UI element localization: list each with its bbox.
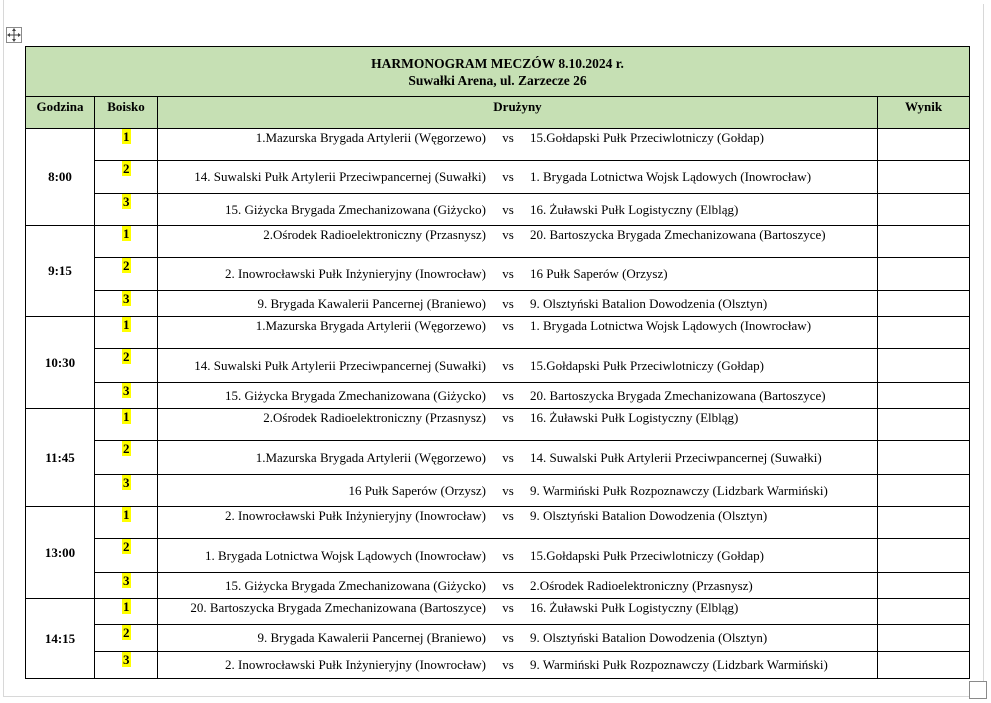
- match-row: [26, 161, 970, 194]
- table-resize-handle-icon[interactable]: [969, 681, 987, 699]
- field-cell[interactable]: [95, 129, 158, 161]
- column-header-row: [26, 97, 970, 129]
- field-cell[interactable]: [95, 258, 158, 291]
- versus-label: vs: [502, 577, 514, 593]
- field-cell[interactable]: [95, 226, 158, 258]
- field-cell[interactable]: [95, 349, 158, 383]
- team-home: 2.Ośrodek Radioelektroniczny (Przasnysz): [263, 410, 486, 425]
- versus-label: vs: [502, 266, 514, 281]
- field-cell[interactable]: [95, 409, 158, 441]
- field-number: 1: [123, 409, 130, 424]
- match-row: [26, 194, 970, 226]
- versus-label: vs: [502, 600, 514, 615]
- team-home: 1.Mazurska Brygada Artylerii (Węgorzewo): [255, 130, 486, 145]
- match-row: [26, 383, 970, 409]
- match-cell[interactable]: [158, 349, 878, 383]
- field-number: 2: [123, 161, 130, 176]
- team-home: 1.Mazurska Brygada Artylerii (Węgorzewo): [255, 449, 486, 465]
- match-cell[interactable]: [158, 383, 878, 409]
- versus-label: vs: [502, 508, 514, 523]
- field-number: 2: [123, 258, 130, 273]
- match-cell[interactable]: [158, 409, 878, 441]
- field-cell[interactable]: [95, 573, 158, 599]
- match-cell[interactable]: [158, 599, 878, 625]
- team-home: 15. Giżycka Brygada Zmechanizowana (Giżycko): [225, 387, 486, 403]
- match-row: [26, 652, 970, 679]
- match-pairing: [158, 227, 877, 243]
- field-number: 3: [123, 652, 130, 667]
- team-home: 14. Suwalski Pułk Artylerii Przeciwpancernej (Suwałki): [194, 357, 486, 373]
- result-cell[interactable]: [878, 226, 970, 258]
- team-home: 9. Brygada Kawalerii Pancernej (Braniewo): [257, 295, 486, 311]
- field-number: 1: [123, 599, 130, 614]
- versus-label: vs: [502, 357, 514, 373]
- field-cell[interactable]: [95, 507, 158, 539]
- match-row: [26, 291, 970, 317]
- versus-label: vs: [502, 630, 514, 645]
- result-cell[interactable]: [878, 539, 970, 573]
- match-cell[interactable]: [158, 652, 878, 679]
- team-away: 9. Warmiński Pułk Rozpoznawczy (Lidzbark Warmiński): [530, 657, 828, 672]
- field-number: 1: [123, 507, 130, 522]
- match-row: [26, 573, 970, 599]
- match-pairing: [158, 450, 877, 466]
- match-schedule-table: [25, 46, 970, 679]
- match-cell[interactable]: [158, 317, 878, 349]
- result-cell[interactable]: [878, 349, 970, 383]
- match-pairing: [158, 508, 877, 524]
- team-away: 16. Żuławski Pułk Logistyczny (Elbląg): [530, 201, 739, 217]
- match-row: [26, 599, 970, 625]
- result-cell[interactable]: [878, 625, 970, 652]
- match-cell[interactable]: [158, 475, 878, 507]
- team-away: 9. Olsztyński Batalion Dowodzenia (Olsztyn): [530, 630, 768, 645]
- team-home: 2.Ośrodek Radioelektroniczny (Przasnysz): [263, 227, 486, 242]
- match-time: 10:30: [44, 354, 76, 370]
- match-cell[interactable]: [158, 441, 878, 475]
- field-number: 1: [123, 129, 130, 144]
- match-pairing: [158, 266, 877, 282]
- field-number: 2: [123, 625, 130, 640]
- team-home: 20. Bartoszycka Brygada Zmechanizowana (Bartoszyce): [190, 600, 486, 615]
- versus-label: vs: [502, 449, 514, 465]
- team-home: 15. Giżycka Brygada Zmechanizowana (Giżycko): [225, 577, 486, 593]
- result-cell[interactable]: [878, 409, 970, 441]
- match-cell[interactable]: [158, 625, 878, 652]
- result-cell[interactable]: [878, 507, 970, 539]
- match-cell[interactable]: [158, 507, 878, 539]
- result-cell[interactable]: [878, 291, 970, 317]
- time-cell[interactable]: [26, 129, 95, 226]
- team-away: 15.Gołdapski Pułk Przeciwlotniczy (Gołdap): [530, 357, 764, 373]
- match-pairing: [158, 600, 877, 616]
- field-cell[interactable]: [95, 475, 158, 507]
- match-time: 8:00: [48, 169, 72, 184]
- field-cell[interactable]: [95, 383, 158, 409]
- field-number: 3: [123, 573, 130, 588]
- match-row: [26, 409, 970, 441]
- time-cell[interactable]: [26, 507, 95, 599]
- team-away: 16. Żuławski Pułk Logistyczny (Elbląg): [530, 600, 739, 615]
- match-time: 14:15: [44, 630, 76, 646]
- match-pairing: [158, 202, 877, 218]
- time-cell[interactable]: [26, 317, 95, 409]
- table-move-handle-icon[interactable]: [6, 27, 22, 43]
- team-home: 1. Brygada Lotnictwa Wojsk Lądowych (Inowrocław): [204, 547, 486, 563]
- field-cell[interactable]: [95, 194, 158, 226]
- result-cell[interactable]: [878, 258, 970, 291]
- team-away: 9. Olsztyński Batalion Dowodzenia (Olsztyn): [530, 295, 768, 311]
- versus-label: vs: [502, 547, 514, 563]
- team-home: 1.Mazurska Brygada Artylerii (Węgorzewo): [255, 318, 486, 333]
- match-row: [26, 625, 970, 652]
- result-cell[interactable]: [878, 383, 970, 409]
- field-cell[interactable]: [95, 161, 158, 194]
- field-cell[interactable]: [95, 317, 158, 349]
- match-pairing: [158, 358, 877, 374]
- team-away: 20. Bartoszycka Brygada Zmechanizowana (Bartoszyce): [530, 387, 826, 403]
- match-cell[interactable]: [158, 226, 878, 258]
- team-home: 16 Pułk Saperów (Orzysz): [348, 482, 486, 498]
- team-home: 2. Inowrocławski Pułk Inżynieryjny (Inowrocław): [224, 508, 486, 523]
- match-row: [26, 317, 970, 349]
- time-cell[interactable]: [26, 226, 95, 317]
- field-cell[interactable]: [95, 599, 158, 625]
- field-number: 2: [123, 349, 130, 364]
- match-row: [26, 507, 970, 539]
- match-row: [26, 129, 970, 161]
- field-number: 3: [123, 291, 130, 306]
- match-cell[interactable]: [158, 129, 878, 161]
- field-number: 1: [123, 317, 130, 332]
- schedule-venue: Suwałki Arena, ul. Zarzecze 26: [408, 72, 587, 88]
- page-edge-right: [983, 4, 984, 684]
- match-pairing: [158, 657, 877, 673]
- versus-label: vs: [502, 227, 514, 242]
- match-pairing: [158, 578, 877, 594]
- match-row: [26, 258, 970, 291]
- field-cell[interactable]: [95, 652, 158, 679]
- versus-label: vs: [502, 318, 514, 333]
- match-pairing: [158, 130, 877, 146]
- schedule-title: HARMONOGRAM MECZÓW 8.10.2024 r.: [371, 55, 624, 71]
- team-away: 1. Brygada Lotnictwa Wojsk Lądowych (Inowrocław): [530, 318, 812, 333]
- field-number: 2: [123, 539, 130, 554]
- result-cell[interactable]: [878, 573, 970, 599]
- result-cell[interactable]: [878, 129, 970, 161]
- field-number: 1: [123, 226, 130, 241]
- match-cell[interactable]: [158, 258, 878, 291]
- column-header-field[interactable]: Boisko: [95, 97, 158, 129]
- field-cell[interactable]: [95, 625, 158, 652]
- team-away: 15.Gołdapski Pułk Przeciwlotniczy (Gołdap): [530, 547, 764, 563]
- time-cell[interactable]: [26, 599, 95, 679]
- team-away: 20. Bartoszycka Brygada Zmechanizowana (Bartoszyce): [530, 227, 826, 242]
- match-time: 13:00: [44, 544, 76, 560]
- match-pairing: [158, 296, 877, 312]
- match-row: [26, 475, 970, 507]
- column-header-time[interactable]: Godzina: [26, 97, 95, 129]
- match-cell[interactable]: [158, 573, 878, 599]
- match-pairing: [158, 483, 877, 499]
- result-cell[interactable]: [878, 475, 970, 507]
- team-home: 2. Inowrocławski Pułk Inżynieryjny (Inowrocław): [224, 657, 486, 672]
- team-away: 2.Ośrodek Radioelektroniczny (Przasnysz): [530, 577, 753, 593]
- team-home: 9. Brygada Kawalerii Pancernej (Braniewo): [257, 630, 486, 645]
- team-away: 9. Olsztyński Batalion Dowodzenia (Olsztyn): [530, 508, 768, 523]
- field-cell[interactable]: [95, 291, 158, 317]
- title-row: [26, 47, 970, 97]
- versus-label: vs: [502, 169, 514, 184]
- result-cell[interactable]: [878, 441, 970, 475]
- time-cell[interactable]: [26, 409, 95, 507]
- versus-label: vs: [502, 410, 514, 425]
- team-home: 2. Inowrocławski Pułk Inżynieryjny (Inowrocław): [224, 266, 486, 281]
- result-cell[interactable]: [878, 652, 970, 679]
- match-cell[interactable]: [158, 291, 878, 317]
- team-away: 14. Suwalski Pułk Artylerii Przeciwpancernej (Suwałki): [530, 449, 822, 465]
- match-cell[interactable]: [158, 161, 878, 194]
- match-pairing: [158, 388, 877, 404]
- team-away: 1. Brygada Lotnictwa Wojsk Lądowych (Inowrocław): [530, 169, 812, 184]
- team-away: 15.Gołdapski Pułk Przeciwlotniczy (Gołdap): [530, 130, 764, 145]
- page-edge-left: [3, 0, 4, 697]
- versus-label: vs: [502, 130, 514, 145]
- match-pairing: [158, 318, 877, 334]
- team-away: 16 Pułk Saperów (Orzysz): [530, 266, 668, 281]
- match-cell[interactable]: [158, 539, 878, 573]
- team-away: 9. Warmiński Pułk Rozpoznawczy (Lidzbark Warmiński): [530, 482, 828, 498]
- versus-label: vs: [502, 295, 514, 311]
- page-edge-bottom: [3, 696, 969, 697]
- match-time: 9:15: [48, 263, 72, 278]
- team-home: 14. Suwalski Pułk Artylerii Przeciwpancernej (Suwałki): [194, 169, 486, 184]
- result-cell[interactable]: [878, 161, 970, 194]
- title-cell[interactable]: [26, 47, 970, 97]
- column-header-result[interactable]: Wynik: [878, 97, 970, 129]
- versus-label: vs: [502, 657, 514, 672]
- match-pairing: [158, 169, 877, 185]
- field-cell[interactable]: [95, 441, 158, 475]
- versus-label: vs: [502, 482, 514, 498]
- match-row: [26, 441, 970, 475]
- match-pairing: [158, 630, 877, 646]
- field-number: 2: [123, 441, 130, 456]
- match-row: [26, 539, 970, 573]
- schedule-body: [26, 47, 970, 679]
- field-cell[interactable]: [95, 539, 158, 573]
- team-away: 16. Żuławski Pułk Logistyczny (Elbląg): [530, 410, 739, 425]
- match-row: [26, 226, 970, 258]
- result-cell[interactable]: [878, 599, 970, 625]
- field-number: 3: [123, 383, 130, 398]
- match-row: [26, 349, 970, 383]
- result-cell[interactable]: [878, 194, 970, 226]
- match-cell[interactable]: [158, 194, 878, 226]
- field-number: 3: [123, 194, 130, 209]
- result-cell[interactable]: [878, 317, 970, 349]
- match-time: 11:45: [45, 449, 75, 465]
- match-pairing: [158, 410, 877, 426]
- team-home: 15. Giżycka Brygada Zmechanizowana (Giżycko): [225, 201, 486, 217]
- field-number: 3: [123, 475, 130, 490]
- match-pairing: [158, 548, 877, 564]
- versus-label: vs: [502, 201, 514, 217]
- versus-label: vs: [502, 387, 514, 403]
- column-header-teams[interactable]: Drużyny: [158, 97, 878, 129]
